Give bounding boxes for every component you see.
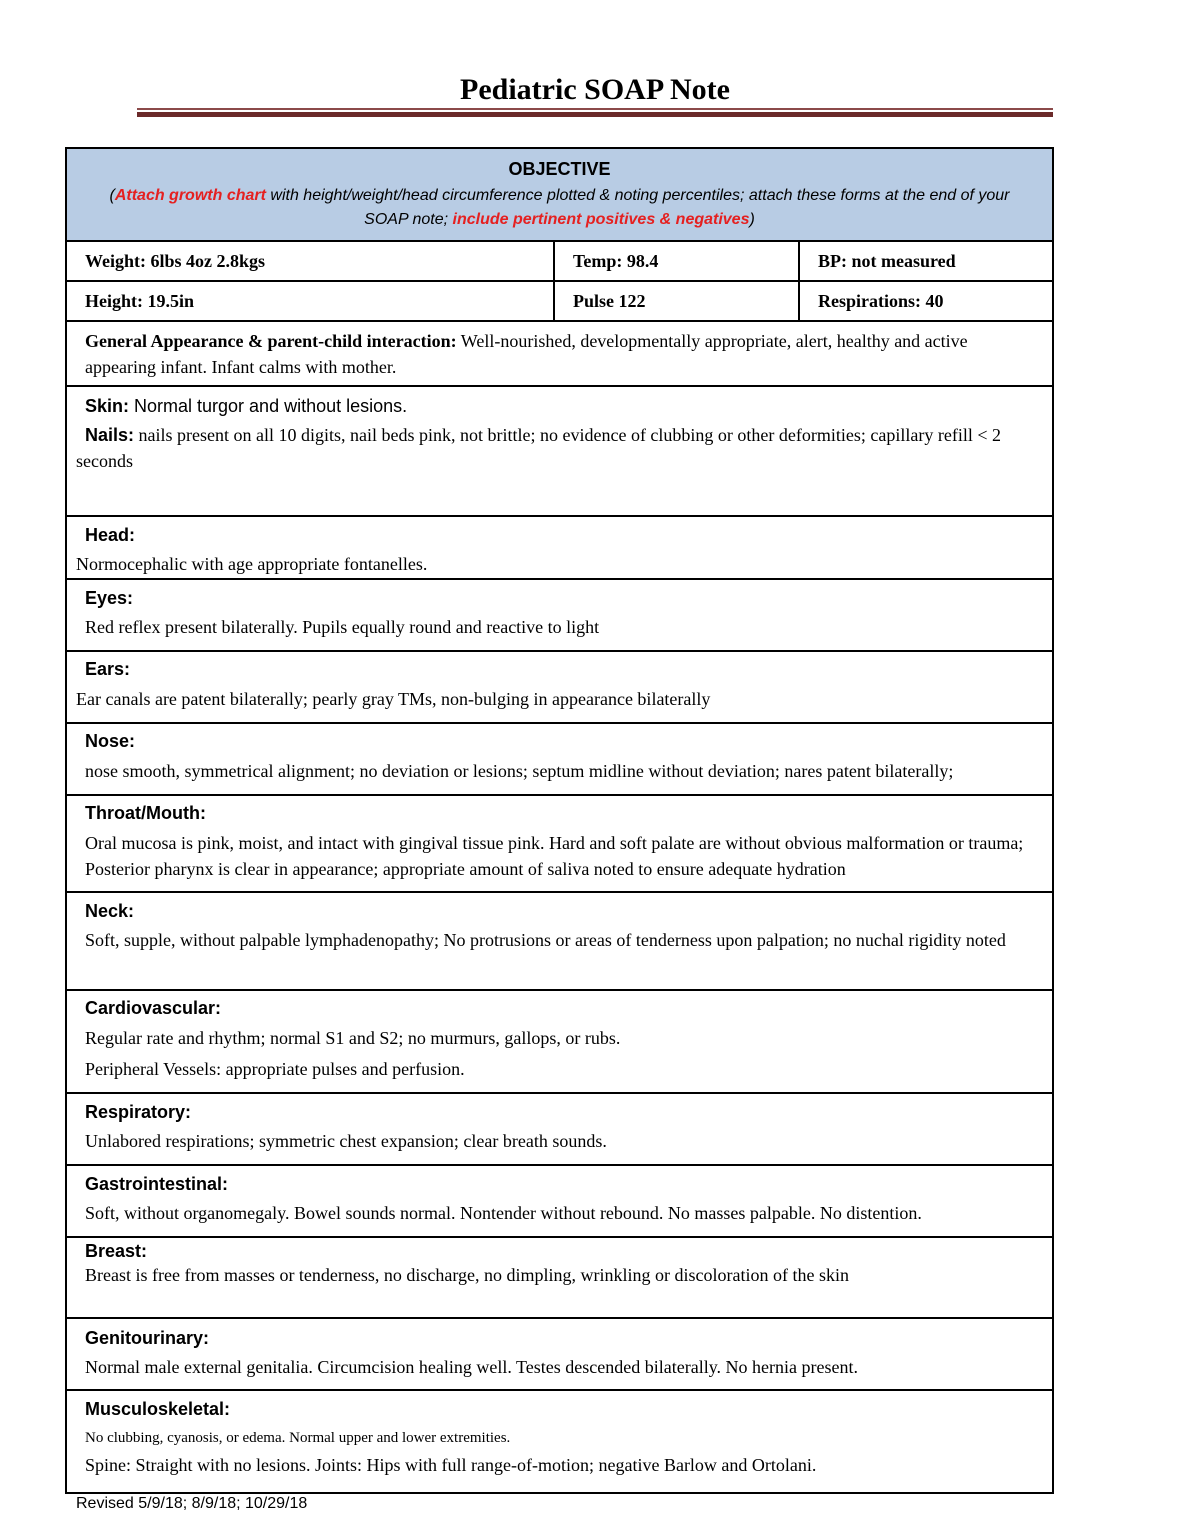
objective-heading: OBJECTIVE (508, 159, 611, 179)
neck-text: Soft, supple, without palpable lymphadenopathy; No protrusions or areas of tenderness upon palpation; no nuchal rigidity noted (85, 930, 1006, 950)
respiratory-label: Respiratory: (85, 1102, 192, 1122)
vitals-row-1 (67, 242, 1052, 282)
gastrointestinal-label: Gastrointestinal: (85, 1174, 229, 1194)
breast-section[interactable] (67, 1238, 1052, 1319)
ears-label: Ears: (85, 659, 131, 679)
throat-mouth-text: Oral mucosa is pink, moist, and intact with gingival tissue pink. Hard and soft palate are without obvious malformation or trauma; Posterior pharynx is clear in appearance; appropriate amount of saliva noted to ensure adequate hydration (85, 833, 1024, 879)
gastrointestinal-section[interactable] (67, 1166, 1052, 1238)
eyes-label: Eyes: (85, 588, 134, 608)
nose-section[interactable] (67, 724, 1052, 796)
cardiovascular-text: Regular rate and rhythm; normal S1 and S2; no murmurs, gallops, or rubs. (85, 1028, 621, 1048)
bp-field[interactable]: BP: not measured (818, 251, 956, 271)
objective-header (67, 149, 1052, 242)
throat-mouth-label: Throat/Mouth: (85, 803, 206, 823)
throat-mouth-section[interactable] (67, 796, 1052, 893)
respiratory-section[interactable] (67, 1094, 1052, 1166)
head-text: Normocephalic with age appropriate fontanelles. (76, 554, 428, 574)
neck-label: Neck: (85, 901, 135, 921)
temp-field[interactable]: Temp: 98.4 (555, 242, 800, 280)
eyes-section[interactable] (67, 580, 1052, 652)
breast-label: Breast: (85, 1241, 148, 1261)
objective-form (65, 147, 1054, 1494)
head-label: Head: (85, 525, 136, 545)
title-divider (137, 108, 1053, 117)
cardiovascular-label: Cardiovascular: (85, 998, 222, 1018)
general-appearance-label: General Appearance & parent-child interaction: (85, 331, 457, 351)
nose-label: Nose: (85, 731, 136, 751)
spine-joints-text: Spine: Straight with no lesions. Joints: Hips with full range-of-motion; negative Barlow and Ortolani. (85, 1455, 817, 1475)
nose-text: nose smooth, symmetrical alignment; no deviation or lesions; septum midline without deviation; nares patent bilaterally; (85, 761, 954, 781)
ears-text: Ear canals are patent bilaterally; pearly gray TMs, non-bulging in appearance bilaterally (76, 689, 711, 709)
vitals-row-2 (67, 282, 1052, 322)
musculoskeletal-section[interactable] (67, 1391, 1052, 1492)
skin-section[interactable] (67, 387, 1052, 517)
ears-section[interactable] (67, 652, 1052, 724)
genitourinary-label: Genitourinary: (85, 1328, 210, 1348)
head-section[interactable] (67, 517, 1052, 580)
respirations-field[interactable]: Respirations: 40 (818, 291, 944, 311)
skin-text: Normal turgor and without lesions. (129, 396, 408, 416)
height-field[interactable]: Height: 19.5in (67, 282, 555, 320)
genitourinary-section[interactable] (67, 1319, 1052, 1391)
revision-footer: Revised 5/9/18; 8/9/18; 10/29/18 (76, 1495, 308, 1512)
nails-text: nails present on all 10 digits, nail beds pink, not brittle; no evidence of clubbing or other deformities; capillary refill < 2 seconds (76, 425, 1001, 471)
breast-text: Breast is free from masses or tenderness, no discharge, no dimpling, wrinkling or discoloration of the skin (85, 1265, 850, 1285)
objective-instructions: (Attach growth chart with height/weight/head circumference plotted & noting percentiles; attach these forms at the end of your SOAP note; include pertinent positives & negatives) (109, 187, 1010, 228)
weight-field[interactable]: Weight: 6lbs 4oz 2.8kgs (67, 242, 555, 280)
nails-label: Nails: (85, 425, 135, 445)
cardiovascular-section[interactable] (67, 991, 1052, 1094)
skin-label: Skin: (85, 396, 130, 416)
general-appearance-text: Well-nourished, developmentally appropriate, alert, healthy and active appearing infant. Infant calms with mother. (85, 331, 968, 377)
peripheral-vessels-text: Peripheral Vessels: appropriate pulses and perfusion. (85, 1059, 465, 1079)
neck-section[interactable] (67, 893, 1052, 991)
gastrointestinal-text: Soft, without organomegaly. Bowel sounds normal. Nontender without rebound. No masses palpable. No distention. (85, 1203, 922, 1223)
genitourinary-text: Normal male external genitalia. Circumcision healing well. Testes descended bilaterally. No hernia present. (85, 1357, 858, 1377)
respiratory-text: Unlabored respirations; symmetric chest expansion; clear breath sounds. (85, 1131, 607, 1151)
pulse-field[interactable]: Pulse 122 (555, 282, 800, 320)
musculoskeletal-label: Musculoskeletal: (85, 1399, 231, 1419)
eyes-text: Red reflex present bilaterally. Pupils equally round and reactive to light (85, 617, 600, 637)
musculoskeletal-text: No clubbing, cyanosis, or edema. Normal upper and lower extremities. (85, 1430, 511, 1446)
page-title: Pediatric SOAP Note (460, 73, 730, 106)
general-appearance-section[interactable] (67, 322, 1052, 387)
